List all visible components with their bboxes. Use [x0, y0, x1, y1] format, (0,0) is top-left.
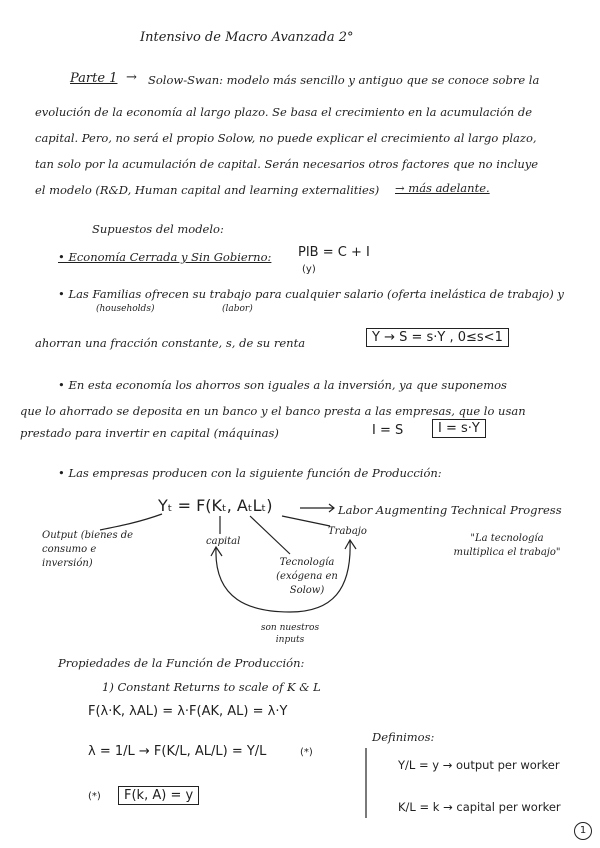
part1-line-4: tan solo por la acumulación de capital. Serán necesarios otros factores que no incluye — [35, 157, 539, 171]
savings-line-2: que lo ahorrado se deposita en un banco y el banco presta a las empresas, que lo usan — [20, 404, 526, 418]
page-title: Intensivo de Macro Avanzada 2° — [140, 30, 354, 45]
property-1: 1) Constant Returns to scale of K & L — [102, 680, 321, 694]
part1-line-2: evolución de la economía al largo plazo. Se basa el crecimiento en la acumulación de — [35, 105, 533, 119]
per-worker-equation-tag: (*) — [300, 747, 313, 758]
arrow-technology — [250, 516, 290, 554]
more-later-note: → más adelante. — [395, 181, 490, 195]
arrow-labor — [282, 516, 330, 526]
arrow-output — [100, 514, 162, 530]
technology-multiplies-note: "La tecnología multiplica el trabajo" — [453, 533, 561, 558]
families-line-2: ahorran una fracción constante, s, de su renta — [35, 336, 306, 350]
labor-note: (labor) — [222, 304, 253, 314]
output-label: Output (bienes de consumo e inversión) — [42, 530, 134, 569]
labor-label: Trabajo — [328, 526, 367, 537]
capital-label: capital — [206, 536, 241, 547]
savings-line-1: • En esta economía los ahorros son iguales a la inversión, ya que suponemos — [58, 378, 507, 392]
definition-output-per-worker: Y/L = y → output per worker — [398, 758, 560, 772]
intensive-form-equation: F(k, A) = y — [118, 786, 199, 805]
inputs-label: son nuestros inputs — [260, 623, 320, 645]
page-number: 1 — [574, 822, 592, 840]
gdp-equation: PIB = C + I — [298, 245, 370, 260]
crs-equation: F(λ·K, λAL) = λ·F(AK, AL) = λ·Y — [88, 704, 288, 719]
production-intro: • Las empresas producen con la siguiente función de Producción: — [58, 466, 442, 480]
production-function: Yₜ = F(Kₜ, AₜLₜ) — [158, 496, 273, 515]
part1-label: Parte 1 — [70, 71, 118, 86]
families-line-1: • Las Familias ofrecen su trabajo para cualquier salario (oferta inelástica de trabajo) y — [58, 287, 564, 301]
intensive-form-tag: (*) — [88, 791, 101, 802]
definitions-heading: Definimos: — [372, 730, 435, 744]
inputs-bracket — [216, 540, 350, 612]
labor-augmenting-label: Labor Augmenting Technical Progress — [338, 503, 562, 517]
households-note: (households) — [96, 304, 155, 314]
savings-line-3: prestado para invertir en capital (máquinas) — [20, 426, 279, 440]
part1-line-1: Solow-Swan: modelo más sencillo y antiguo que se conoce sobre la — [148, 73, 540, 87]
part1-line-5: el modelo (R&D, Human capital and learning externalities) — [35, 183, 380, 197]
savings-equation: Y → S = s·Y , 0≤s<1 — [366, 328, 509, 347]
assumptions-heading: Supuestos del modelo: — [92, 222, 224, 236]
per-worker-equation: λ = 1/L → F(K/L, AL/L) = Y/L — [88, 744, 267, 759]
properties-heading: Propiedades de la Función de Producción: — [58, 656, 305, 670]
technology-label: Tecnología (exógena en Solow) — [276, 557, 338, 596]
part1-line-3: capital. Pero, no será el propio Solow, no puede explicar el crecimiento al largo plazo, — [35, 131, 537, 145]
investment-equation: I = s·Y — [432, 419, 486, 438]
part1-arrow: → — [126, 70, 137, 85]
definition-capital-per-worker: K/L = k → capital per worker — [398, 800, 561, 814]
investment-equals-savings: I = S — [372, 423, 404, 438]
closed-economy-label: • Economía Cerrada y Sin Gobierno: — [58, 250, 272, 264]
gdp-y-note: (y) — [302, 264, 316, 275]
